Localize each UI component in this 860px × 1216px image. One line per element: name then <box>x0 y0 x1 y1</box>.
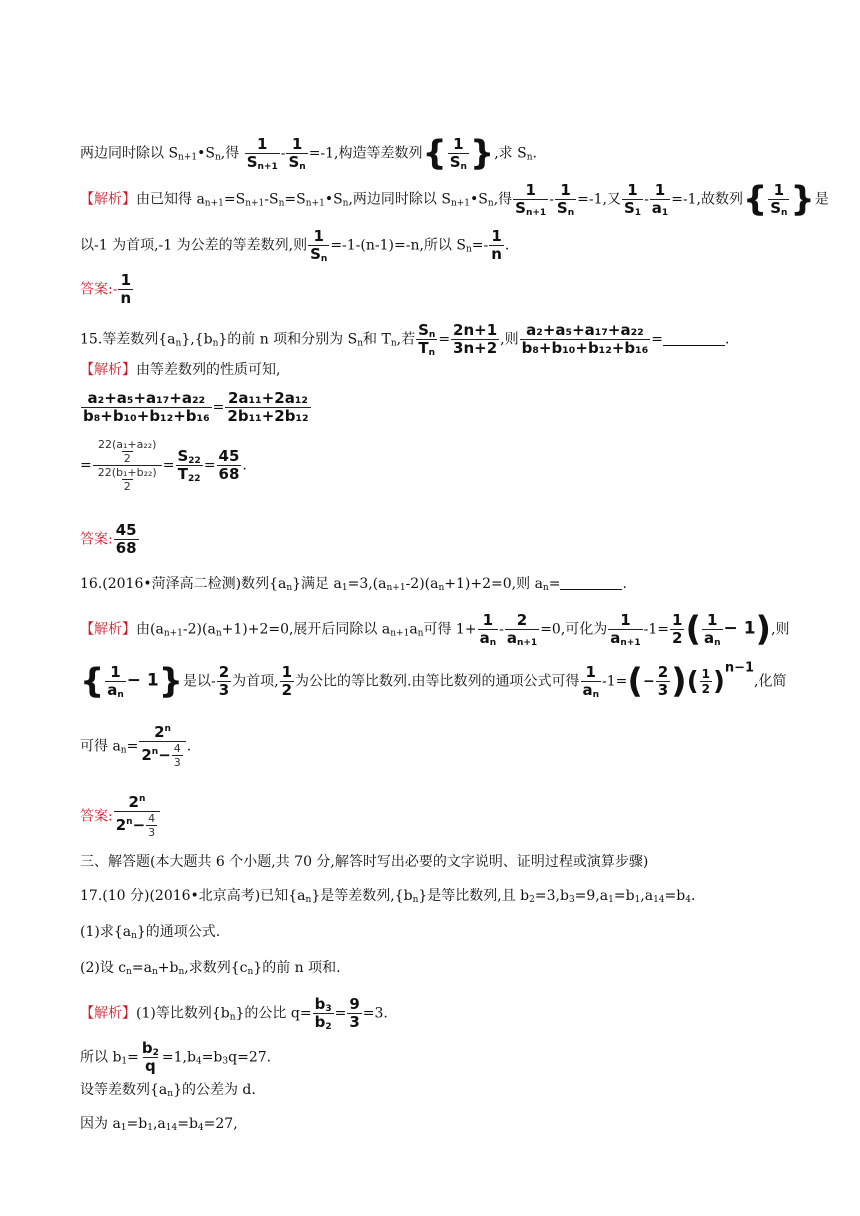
solution-16-line2: { $\frac{1}{a_n}$ − 1}是以- $\frac{2}{3}$ 为首项, $\frac{1}{2}$ 为公比的等比数列.由等比数列的通项公式可得 $\frac{1}{a_n}$ -1=(− $\frac{2}{3}$ )( $\frac{1}{2}$ )$^{n-1}$,化简 <box>80 660 787 702</box>
section-3-heading: 三、解答题(本大题共 6 个小题,共 70 分,解答时写出必要的文字说明、证明过程或演算步骤) <box>80 854 649 870</box>
answer-16: 答案: 2$^n$ $2^n-$ $\frac{4}{3}$ <box>80 794 161 839</box>
fraction-compound: $\frac{\frac{\text{22(a₁+a₂₂)}}{2}}{\frac{\text{22(b₁+b₂₂)}}{2}}$ <box>93 438 162 493</box>
question-15: 15.等差数列$\{a_n\},\{b_n\}$的前 n 项和分别为 $S_n$和 $T_n$,若 $\frac{S_n}{T_n}$ = $\frac{2n+1}{3n+2}$ ,则 $\frac{\text{a₂+a₅+a₁₇+a₂₂}}{\text{b₈+b₁₀+b₁₂+b₁₆}}$ = . <box>80 321 730 358</box>
solution-15-eq1: $\frac{\text{a₂+a₅+a₁₇+a₂₂}}{\text{b₈+b₁₀+b₁₂+b₁₆}}$ = $\frac{\text{2a₁₁+2a₁₂}}{\text{2b₁₁+2b₁₂}}$ <box>83 389 309 425</box>
solution-17-line1: 【解析】(1)等比数列$\{b_n\}$的公比 q= $\frac{b_3}{b_2}$ = $\frac{9}{3}$ =3. <box>80 995 388 1032</box>
question-17-part1: (1)求$\{a_n\}$的通项公式. <box>80 924 221 941</box>
solution-17-line2: 所以 $b_1=$ $\frac{b_2}{q}$ $=1,b_4=b_3q=27$. <box>80 1039 272 1075</box>
question-16: 16.(2016•菏泽高二检测)数列$\{a_n\}$满足 $a_1=3,(a_{n+1}-2)(a_n+1)+2=0$,则 $a_n=$ . <box>80 576 627 593</box>
solution-14-line1: 【解析】由已知得 $a_{n+1}=S_{n+1}-S_n=S_{n+1}•S_n$,两边同时除以 $S_{n+1}•S_n$,得 $\frac{1}{S_{n+1}}$ - $\frac{1}{S_n}$ =-1,又 $\frac{1}{S_1}$ - $\frac{1}{a_1}$ =-1,故数列{ $\frac{1}{S_n}$ }是 <box>80 179 829 220</box>
solution-15-intro: 【解析】由等差数列的性质可知, <box>80 362 281 378</box>
answer-14: 答案:- $\frac{1}{n}$ <box>80 271 132 307</box>
solution-15-eq2: = $\frac{\frac{\text{22(a₁+a₂₂)}}{2}}{\frac{\text{22(b₁+b₂₂)}}{2}}$ = $\frac{S_{22}}{T_{22}}$ = $\frac{45}{68}$ . <box>80 438 247 493</box>
solution-17-line4: 因为 $a_1=b_1,a_{14}=b_4=27$, <box>80 1116 238 1133</box>
fraction-sequence: $\frac{1}{S_n}$ <box>449 135 467 172</box>
answer-blank <box>663 331 725 346</box>
answer-15: 答案: $\frac{45}{68}$ <box>80 521 137 557</box>
solution-16-line1: 【解析】由$(a_{n+1}-2)(a_n+1)+2=0$,展开后同除以 $a_{n+1}a_n$可得 1+ $\frac{1}{a_n}$ - $\frac{2}{a_{n+1}}$ =0,可化为 $\frac{1}{a_{n+1}}$ -1= $\frac{1}{2}$ ( $\frac{1}{a_n}$ − 1),则 <box>80 609 790 650</box>
question-17-part2: (2)设 $c_n=a_n+b_n$,求数列$\{c_n\}$的前 n 项和. <box>80 960 341 977</box>
solution-17-line3: 设等差数列$\{a_n\}$的公差为 d. <box>80 1082 256 1099</box>
solution-14-line2: 以-1 为首项,-1 为公差的等差数列,则 $\frac{1}{S_n}$ =-1-(n-1)=-n,所以 $S_n=-$ $\frac{1}{n}$ . <box>80 227 510 264</box>
question-17: 17.(10 分)(2016•北京高考)已知$\{a_n\}$是等差数列$,\{b_n\}$是等比数列,且 $b_2=3,b_3=9,a_1=b_1,a_{14}=b_4$. <box>80 888 696 905</box>
solution-16-line3: 可得 $a_n=$ 2$^n$ $2^n-$ $\frac{4}{3}$ . <box>80 723 192 769</box>
line-divide-step: 两边同时除以 $S_{n+1}•S_n$,得 $\frac{1}{S_{n+1}}$ - $\frac{1}{S_n}$ =-1,构造等差数列{ $\frac{1}{S_n}$ },求 $S_n$. <box>80 133 537 174</box>
fraction-inv-s-n: $\frac{1}{S_n}$ <box>288 135 306 172</box>
fraction-inv-s-n1: $\frac{1}{S_{n+1}}$ <box>246 135 278 172</box>
solution-tag: 【解析】 <box>80 191 136 208</box>
